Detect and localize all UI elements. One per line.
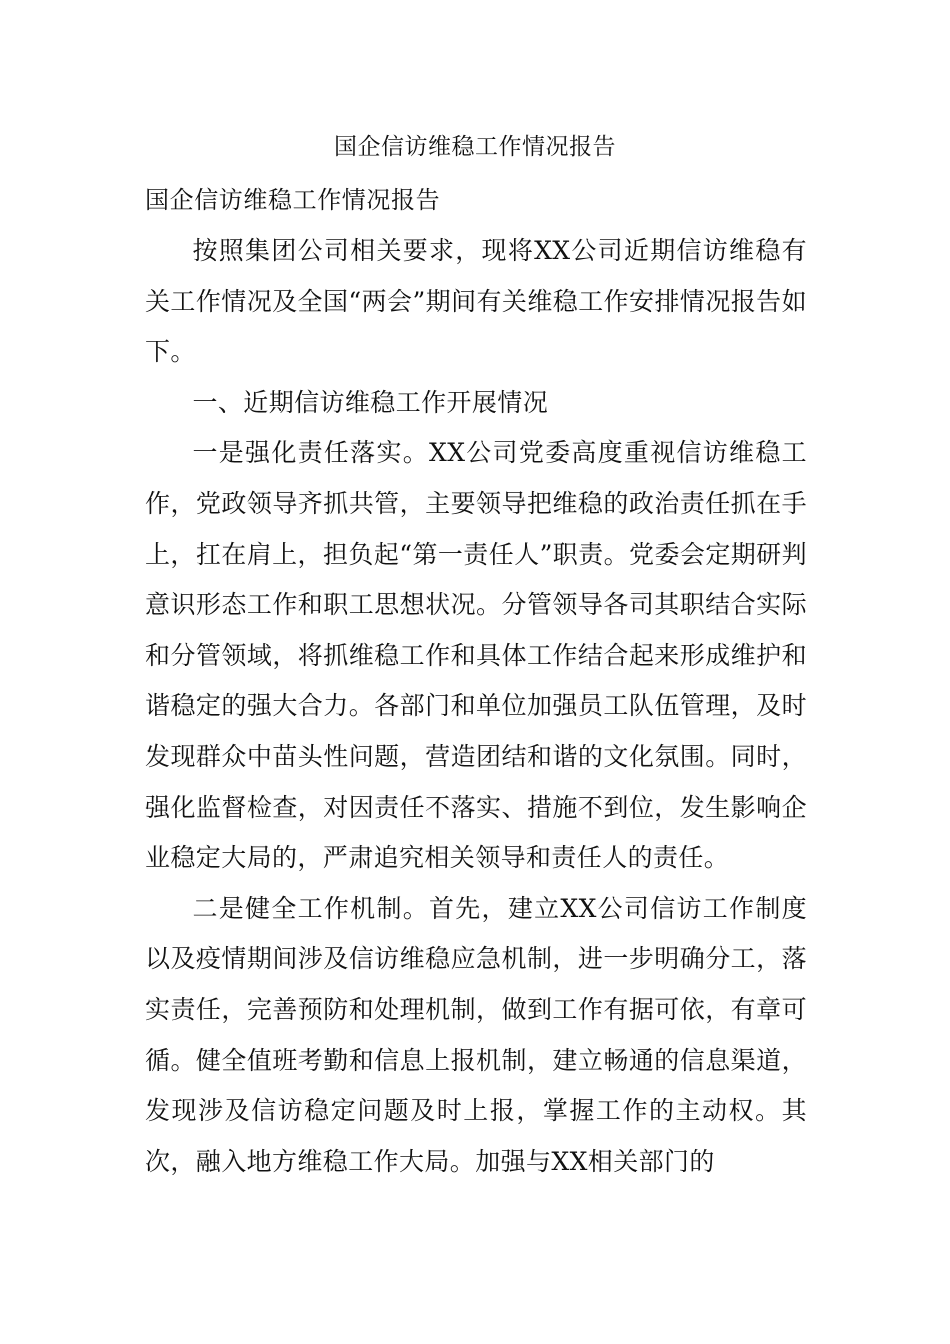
paragraph-responsibility: 一是强化责任落实。XX公司党委高度重视信访维稳工作，党政领导齐抓共管，主要领导把维稳的政治责任抓在手上，扛在肩上，担负起“第一责任人”职责。党委会定期研判意识形态工作和职工思想状况。分管领导各司其职结合实际和分管领域，将抓维稳工作和具体工作结合起来形成维护和谐稳定的强大合力。各部门和单位加强员工队伍管理，及时发现群众中苗头性问题，营造团结和谐的文化氛围。同时，强化监督检查，对因责任不落实、措施不到位，发生影响企业稳定大局的，严肃追究相关领导和责任人的责任。 — [145, 438, 807, 873]
document-title: 国企信访维稳工作情况报告 — [334, 134, 616, 160]
paragraph-intro: 按照集团公司相关要求，现将XX公司近期信访维稳有关工作情况及全国“两会”期间有关维稳工作安排情况报告如下。 — [145, 236, 807, 367]
paragraph-mechanism: 二是健全工作机制。首先，建立XX公司信访工作制度以及疫情期间涉及信访维稳应急机制，进一步明确分工，落实责任，完善预防和处理机制，做到工作有据可依，有章可循。健全值班考勤和信息上报机制，建立畅通的信息渠道，发现涉及信访稳定问题及时上报，掌握工作的主动权。其次，融入地方维稳工作大局。加强与XX相关部门的 — [145, 893, 807, 1176]
section-heading: 一、近期信访维稳工作开展情况 — [192, 387, 549, 417]
document-body — [145, 226, 807, 1187]
document-subtitle: 国企信访维稳工作情况报告 — [145, 186, 441, 214]
